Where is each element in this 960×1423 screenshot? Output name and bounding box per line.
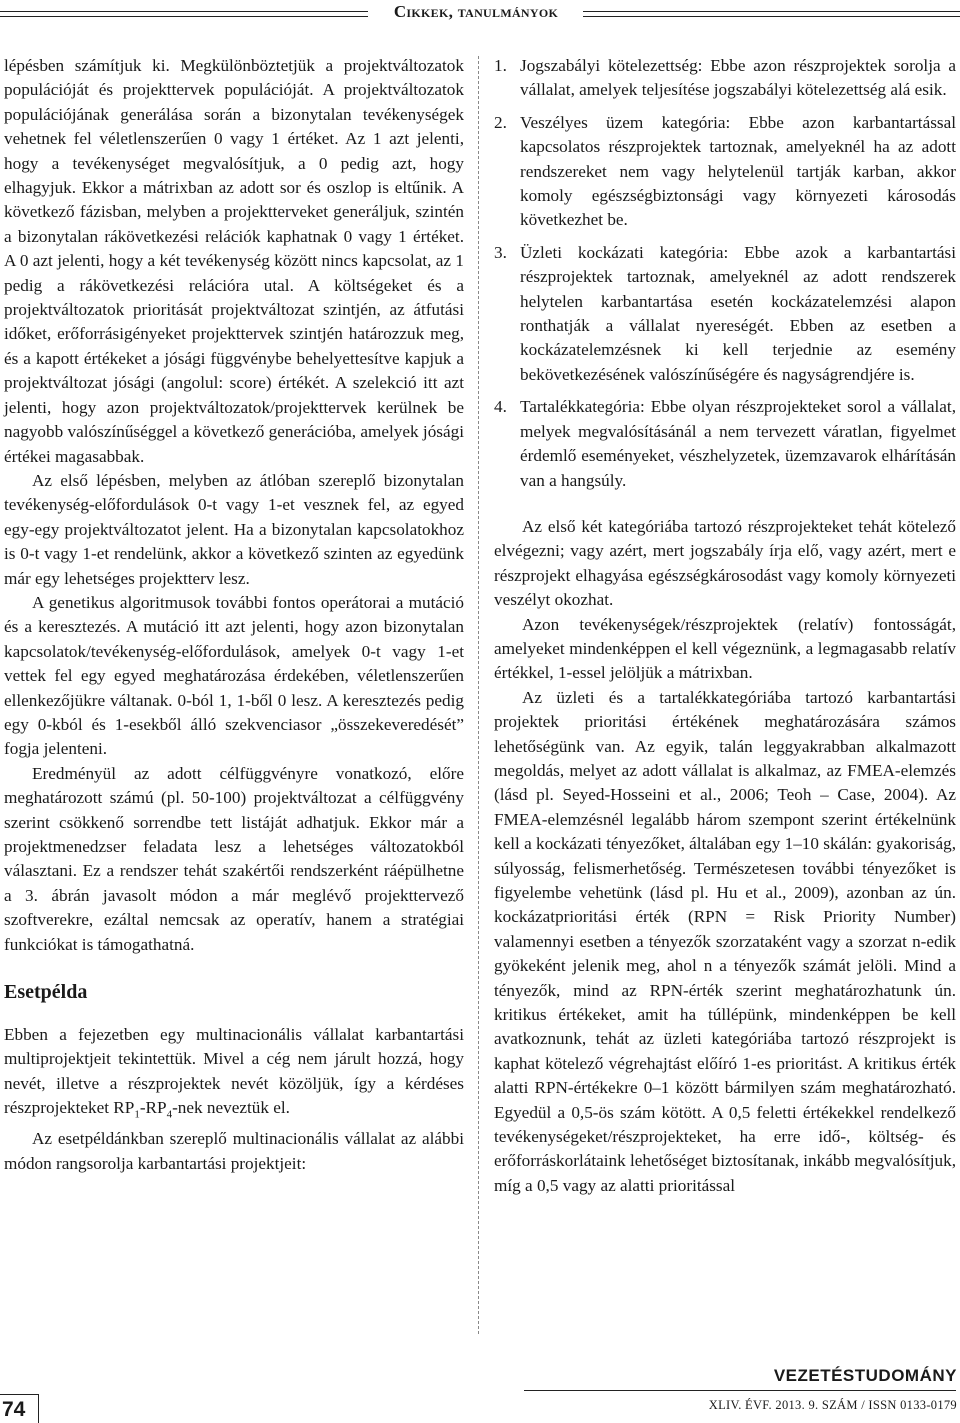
- list-number: 1.: [494, 56, 507, 75]
- left-column: [4, 54, 464, 1176]
- category-list: [494, 54, 956, 493]
- case-intro-mid: -RP: [139, 1098, 167, 1118]
- header-rule-right: [583, 11, 960, 17]
- list-number: 4.: [494, 397, 507, 417]
- list-text: Tartalékkategória: Ebbe olyan részprojekteket sorol a vállalat, melyek megvalósításánál a nem tervezett váratlan, figyelmet érdemlő eseményeket, vészhelyzetek, üzemzavarok elhárításán van a hangsúly.: [520, 397, 956, 490]
- column-divider: [478, 56, 479, 1334]
- list-number: 2.: [494, 112, 507, 132]
- paragraph-importance: Azon tevékenységek/részprojektek (relatív) fontosságát, amelyeket mindenképpen el kell végeznünk, a legmagasabb relatív értékkel, 1-essel jelöljük a mátrixban.: [494, 614, 956, 683]
- paragraph-genetic-steps: lépésben számítjuk ki. Megkülönböztetjük a projektváltozatok populációját és projekttervek populációját. A projektváltozatok populációjának generálása során a bizonytalan tevékenységek vehetnek fel véletlenszerűen 0 vagy 1 értéket. Az 1 azt jelenti, hogy a tevékenységet megvalósítjuk, a 0 pedig azt, hogy elhagyjuk. Ekkor a mátrixban az adott sor és oszlop is eltűnik. A következő fázisban, melyben a projektterveket generáljuk, szintén a bizonytalan rákövetkezési relációk kaphatnak 0 vagy 1 értéket. A 0 azt jelenti, hogy a két tevékenység között nincs kapcsolat, az 1 pedig a rákövetkezési relációra utal. A költségeket és a projektváltozatok prioritását projektváltozat szintjén, az átfutási időket, erőforrásigényeket projekttervek szintjén határozzuk meg, és a kapott értékeket a jósági függvénybe behelyettesítve kapjuk a projektváltozat jósági (angolul: score) értékét. A szelekció itt azt jelenti, hogy azon projektváltozatok/projekttervek kerülnek be nagyobb valószínűséggel a következő generációba, amelyek jósági értékei magasabbak.: [4, 56, 464, 466]
- list-text: Jogszabályi kötelezettség: Ebbe azon részprojektek sorolja a vállalat, amelyek teljesítése jogszabályi kötelezettség alá esik.: [520, 56, 956, 100]
- list-item: [494, 241, 956, 387]
- list-text: Üzleti kockázati kategória: Ebbe azok a karbantartási részprojektek tartoznak, amelyeknél az adott rendszerek helytelen karbantartása esetén kockázatelemzési alapon ronthatják a vállalat nyereségét. Ebben az esetben a kockázatelemzésnek ki kell terjednie az esemény bekövetkezésének valószínűségére és nagyságrendjére is.: [520, 242, 956, 384]
- right-column: [494, 54, 956, 1198]
- running-header: [0, 2, 960, 24]
- paragraph-case-intro: [4, 1023, 464, 1127]
- journal-name: VEZETÉSTUDOMÁNY: [773, 1366, 957, 1385]
- paragraph-operators: A genetikus algoritmusok további fontos operátorai a mutáció és a keresztezés. A mutáció itt azt jelenti, hogy azon bizonytalan kapcsolatok/tevékenység-előfordulások, amelyek 0-t vagy 1-et vettek fel egy egyed meghatározása érdekében, véletlenszerűen ellenkezőjükre váltanak. 0-ból 1, 1-ből 0 lesz. A keresztezés pedig egy 0-kból és 1-esekből álló szekvenciasor „összekeveredését” fogja jelenteni.: [4, 592, 464, 759]
- list-text: Veszélyes üzem kategória: Ebbe azon karbantartással kapcsolatos részprojektek tartoznak, amelyeknél ha az adott rendszereket nem vagy helytelenül tartják karban, akkor komoly egészségbiztonsági vagy környezeti károsodás következhet be.: [520, 112, 956, 230]
- case-intro-text: Ebben a fejezetben egy multinacionális vállalat karbantartási multiprojektjeit tekintettük. Mivel a cég nem járult hozzá, hogy nevét, illetve a részprojektek nevét közöljük, így a kérdéses részprojekteket RP: [4, 1025, 464, 1118]
- footer-rule: [524, 1390, 956, 1391]
- subscript-4: 4: [166, 1108, 173, 1121]
- page-number: 74: [2, 1398, 26, 1421]
- section-heading: Esetpélda: [4, 981, 88, 1004]
- case-intro-end: -nek neveztük el.: [172, 1098, 290, 1118]
- subscript-1: 1: [134, 1108, 140, 1121]
- section-title: Cikkek, tanulmányok: [393, 2, 559, 21]
- list-item: [494, 395, 956, 493]
- list-number: 3.: [494, 242, 507, 262]
- paragraph-ranking: Az esetpéldánkban szereplő multinacionális vállalat az alábbi módon rangsorolja karbantartási projektjeit:: [4, 1129, 464, 1173]
- paragraph-first-step: Az első lépésben, melyben az átlóban szereplő bizonytalan tevékenység-előfordulások 0-t vagy 1-et vesznek fel, az egyed egy-egy projektváltozatot jelent. Ha a bizonytalan kapcsolatokhoz is 0-t vagy 1-et rendelünk, akkor a következő szinten az egyedünk már egy lehetséges projektterv lesz.: [4, 470, 464, 588]
- paragraph-mandatory: Az első két kategóriába tartozó részprojekteket tehát kötelező elvégezni; vagy azért, mert jogszabály írja elő, vagy azért, mert e részprojekt elhagyása egészségkárosodást vagy komoly környezeti veszélyt okozhat.: [494, 516, 956, 610]
- header-rule-left: [0, 11, 368, 17]
- list-item: [494, 54, 956, 103]
- paragraph-fmea: Az üzleti és a tartalékkategóriába tartozó karbantartási projektek prioritási értékének meghatározására számos lehetőségünk van. Az egyik, talán leggyakrabban alkalmazott megoldás, melyet az adott vállalat is alkalmaz, az FMEA-elemzés (lásd pl. Seyed-Hosseini et al., 2006; Teoh – Case, 2004). Az FMEA-elemzésnél legalább három szempont szerint értékelnünk kell a kockázati tényezőket, általában egy 1–10 skálán: gyakoriság, súlyosság, felismerhetőség. Természetesen további tényezőket is figyelembe vehetünk (lásd pl. Hu et al., 2009), azonban az ún. kockázatprioritási érték (RPN = Risk Priority Number) valamennyi esetben a tényezők szorzataként vagy a szorzat n-edik gyökeként jelenik meg, ahol n a tényezők számát jelöli. Mind a tényezők, mind az RPN-érték szerint meghatározhatunk ún. kritikus értékeket, amit ha túllépünk, mindenképpen be kell avatkoznunk, tehát az üzleti kategóriába tartozó részprojekt is kaphat kötelező végrehajtást előíró 1-es prioritást. A kritikus érték alatti RPN-értékekre 0–1 között bármilyen szám meghatározható. Egyedül a 0,5-ös szám kötött. A 0,5 feletti értékekkel rendelkező tevékenységeket/részprojekteket, ha erre idő-, költség- és erőforráskorlátaink lehetőséget biztosítanak, inkább megvalósítjuk, míg a 0,5 vagy az alatti prioritással: [494, 687, 957, 1195]
- issue-info: XLIV. ÉVF. 2013. 9. SZÁM / ISSN 0133-0179: [708, 1398, 957, 1412]
- list-item: [494, 111, 956, 233]
- paragraph-result: Eredményül az adott célfüggvényre vonatkozó, előre meghatározott számú (pl. 50-100) projektváltozat a célfüggvény szerint csökkenő sorrendbe tett listáját adhatjuk. Ekkor már a projektmenedzser feladata lesz a lehetséges változatokból választani. Ez a rendszer tehát szakértői rendszerként ráépülhetne a 3. ábrán javasolt módon a már meglévő projekttervező szoftverekre, ezáltal nemcsak az operatív, hanem a stratégiai funkciókat is támogathatná.: [4, 763, 464, 954]
